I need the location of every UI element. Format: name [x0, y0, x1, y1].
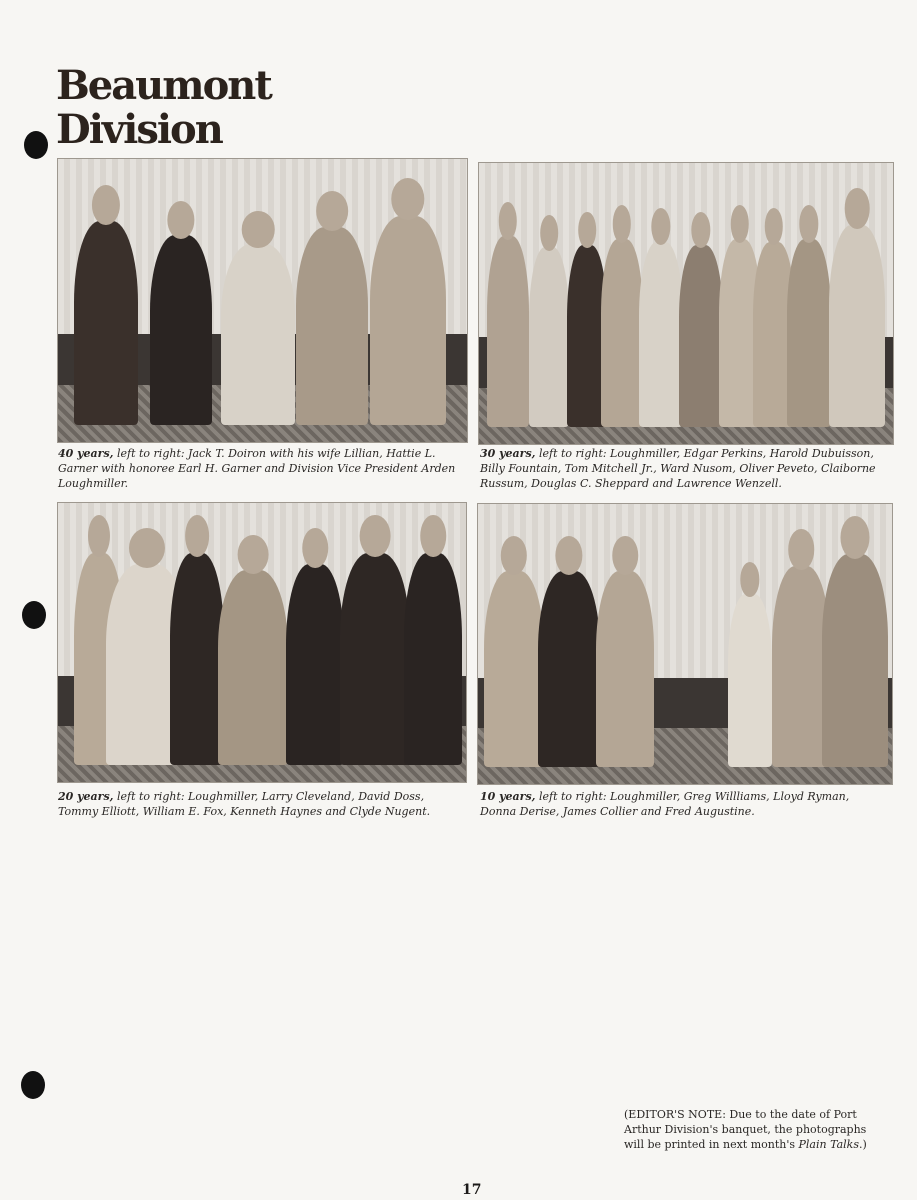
- caption-lead: 10 years,: [480, 790, 536, 803]
- editors-note: [624, 1107, 874, 1152]
- binder-hole: [21, 1071, 45, 1099]
- photo-30-years: [478, 162, 894, 445]
- caption-10-years: [480, 789, 886, 819]
- caption-text: left to right: Loughmiller, Larry Cleveland, David Doss, Tommy Elliott, William E. Fox, Kenneth Haynes and Clyde Nugent.: [58, 790, 431, 818]
- binder-hole: [22, 601, 46, 629]
- publication-name: Plain Talks: [798, 1138, 859, 1151]
- photo-10-years: [477, 503, 893, 785]
- caption-lead: 20 years,: [58, 790, 114, 803]
- title-line-2: Division: [56, 106, 222, 153]
- editors-note-suffix: .): [858, 1138, 867, 1151]
- editors-note-text: (EDITOR'S NOTE: Due to the date of Port Arthur Division's banquet, the photographs will be printed in next month's: [624, 1108, 867, 1151]
- caption-lead: 40 years,: [58, 447, 114, 460]
- page-title: [56, 64, 271, 152]
- binder-hole: [24, 131, 48, 159]
- title-line-1: Beaumont: [56, 62, 271, 109]
- caption-20-years: [58, 789, 462, 819]
- caption-lead: 30 years,: [480, 447, 536, 460]
- page-number: 17: [462, 1182, 482, 1198]
- caption-40-years: [58, 446, 462, 491]
- caption-text: left to right: Jack T. Doiron with his wife Lillian, Hattie L. Garner with honoree Earl H. Garner and Division Vice President Arden Loughmiller.: [58, 447, 456, 490]
- caption-text: left to right: Loughmiller, Greg Willliams, Lloyd Ryman, Donna Derise, James Collier and Fred Augustine.: [480, 790, 850, 818]
- photo-40-years: [57, 158, 468, 443]
- photo-20-years: [57, 502, 467, 783]
- caption-30-years: [480, 446, 886, 491]
- caption-text: left to right: Loughmiller, Edgar Perkins, Harold Dubuisson, Billy Fountain, Tom Mitchell Jr., Ward Nusom, Oliver Peveto, Claiborne Russum, Douglas C. Sheppard and Lawrence Wenzell.: [480, 447, 876, 490]
